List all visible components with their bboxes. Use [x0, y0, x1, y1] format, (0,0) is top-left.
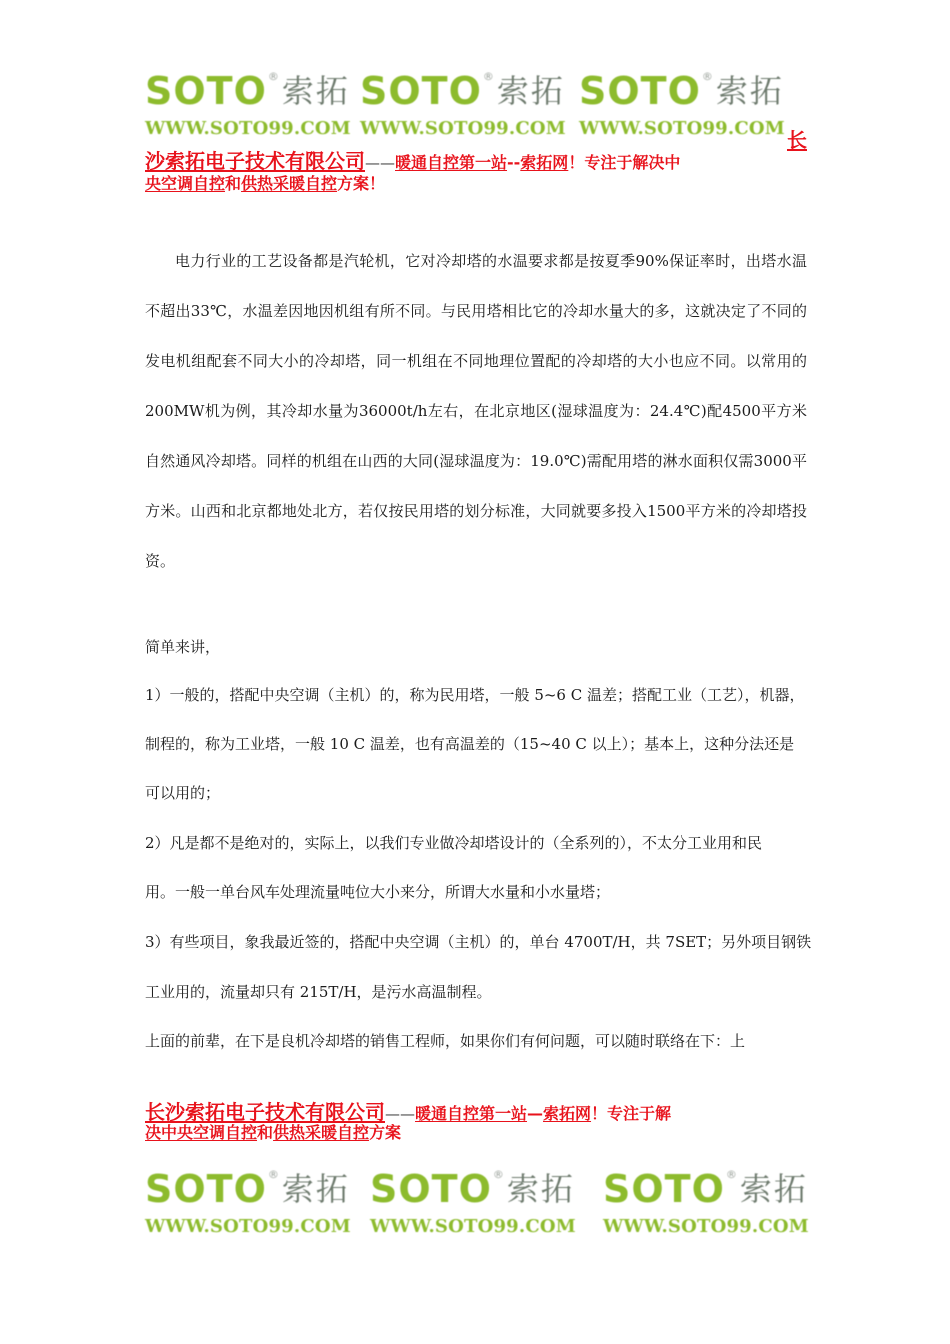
- footer-soto-link[interactable]: 索拓网: [543, 1104, 592, 1123]
- footer-line-2: [145, 1122, 807, 1144]
- logo-reg-mark: ®: [701, 70, 713, 83]
- logo-cn-name: 索拓: [739, 1170, 808, 1208]
- header-and: 和: [225, 174, 242, 193]
- footer-dash: ——: [385, 1105, 415, 1123]
- header-sep: --: [507, 153, 521, 172]
- logo-url: WWW.SOTO99.COM: [579, 118, 785, 139]
- soto-logo: [360, 66, 565, 146]
- header-slogan-link[interactable]: 暖通自控第一站: [395, 153, 508, 172]
- logo-reg-mark: ®: [267, 70, 279, 83]
- body-line: 用。一般一单台风车处理流量吨位大小来分，所谓大水量和小水量塔；: [145, 883, 611, 901]
- logo-cn-name: 索拓: [715, 72, 784, 110]
- header-hvac-link[interactable]: 央空调自控: [145, 174, 226, 193]
- soto-logo: [145, 1164, 350, 1244]
- logo-cn-name: 索拓: [281, 72, 350, 110]
- header-line-1: [145, 148, 807, 176]
- paragraph-power-industry: 电力行业的工艺设备都是汽轮机，它对冷却塔的水温要求都是按夏季90%保证率时，出塔水温不超出33℃，水温差因地因机组有所不同。与民用塔相比它的冷却水量大的多，这就决定了不同的发电机组配套不同大小的冷却塔，同一机组在不同地理位置配的冷却塔的大小也应不同。以常用的200MW机为例，其冷却水量为36000t/h左右，在北京地区(湿球温度为：24.4℃)配4500平方米自然通风冷却塔。同样的机组在山西的大同(湿球温度为：19.0℃)需配用塔的淋水面积仅需3000平方米。山西和北京都地处北方，若仅按民用塔的划分标准，大同就要多投入1500平方米的冷却塔投资。: [145, 252, 807, 570]
- body-line: 2）凡是都不是绝对的，实际上，以我们专业做冷却塔设计的（全系列的），不太分工业用和民: [145, 834, 763, 852]
- logo-url: WWW.SOTO99.COM: [603, 1216, 809, 1237]
- header-plan-text: 方案！: [337, 174, 386, 193]
- logo-cn-name: 索拓: [506, 1170, 575, 1208]
- logo-brand: SOTO: [360, 69, 482, 113]
- logo-brand: SOTO: [603, 1167, 725, 1211]
- header-company-link[interactable]: 沙索拓电子技术有限公司: [145, 149, 365, 173]
- body-line: 简单来讲，: [145, 638, 221, 656]
- footer-company-link[interactable]: 长沙索拓电子技术有限公司: [145, 1100, 385, 1124]
- footer-slogan-text: ！专注于解: [591, 1104, 672, 1123]
- footer-hvac-link[interactable]: 决中央空调自控: [145, 1123, 258, 1142]
- header-soto-link[interactable]: 索拓网: [520, 153, 569, 172]
- header-company-first-char[interactable]: 长: [787, 128, 807, 152]
- logo-url: WWW.SOTO99.COM: [145, 1216, 351, 1237]
- logo-url: WWW.SOTO99.COM: [370, 1216, 576, 1237]
- logo-brand: SOTO: [145, 1167, 267, 1211]
- footer-sep: —: [527, 1104, 544, 1123]
- footer-logo-banner: [145, 1164, 810, 1244]
- logo-reg-mark: ®: [482, 70, 494, 83]
- footer-plan-text: 方案: [369, 1123, 402, 1142]
- logo-url: WWW.SOTO99.COM: [145, 118, 351, 139]
- footer-and: 和: [257, 1123, 274, 1142]
- body-line: 3）有些项目，象我最近签的，搭配中央空调（主机）的，单台 4700T/H，共 7SET；另外项目钢铁: [145, 933, 812, 951]
- logo-brand: SOTO: [579, 69, 701, 113]
- logo-reg-mark: ®: [725, 1168, 737, 1181]
- logo-brand: SOTO: [145, 69, 267, 113]
- header-heating-link[interactable]: 供热采暖自控: [241, 174, 338, 193]
- soto-logo: [603, 1164, 808, 1244]
- header-line-2: [145, 173, 807, 195]
- footer-heating-link[interactable]: 供热采暖自控: [273, 1123, 370, 1142]
- logo-cn-name: 索拓: [281, 1170, 350, 1208]
- body-line: 1）一般的，搭配中央空调（主机）的，称为民用塔，一般 5~6 C 温差；搭配工业（工艺），机器，: [145, 686, 805, 704]
- header-slogan-text: ！专注于解决中: [568, 153, 681, 172]
- header-logo-banner: [145, 66, 810, 146]
- body-line: 工业用的，流量却只有 215T/H，是污水高温制程。: [145, 983, 492, 1001]
- logo-cn-name: 索拓: [496, 72, 565, 110]
- logo-reg-mark: ®: [267, 1168, 279, 1181]
- footer-slogan-link[interactable]: 暖通自控第一站: [415, 1104, 528, 1123]
- logo-brand: SOTO: [370, 1167, 492, 1211]
- logo-reg-mark: ®: [492, 1168, 504, 1181]
- soto-logo: [579, 66, 784, 146]
- body-line: 上面的前辈，在下是良机冷却塔的销售工程师，如果你们有何问题，可以随时联络在下：上: [145, 1032, 746, 1050]
- body-line: 制程的，称为工业塔，一般 10 C 温差，也有高温差的（15~40 C 以上）；基本上，这种分法还是: [145, 735, 795, 753]
- header-dash: ——: [365, 154, 395, 172]
- body-line: 可以用的；: [145, 784, 221, 802]
- soto-logo: [370, 1164, 575, 1244]
- soto-logo: [145, 66, 350, 146]
- logo-url: WWW.SOTO99.COM: [360, 118, 566, 139]
